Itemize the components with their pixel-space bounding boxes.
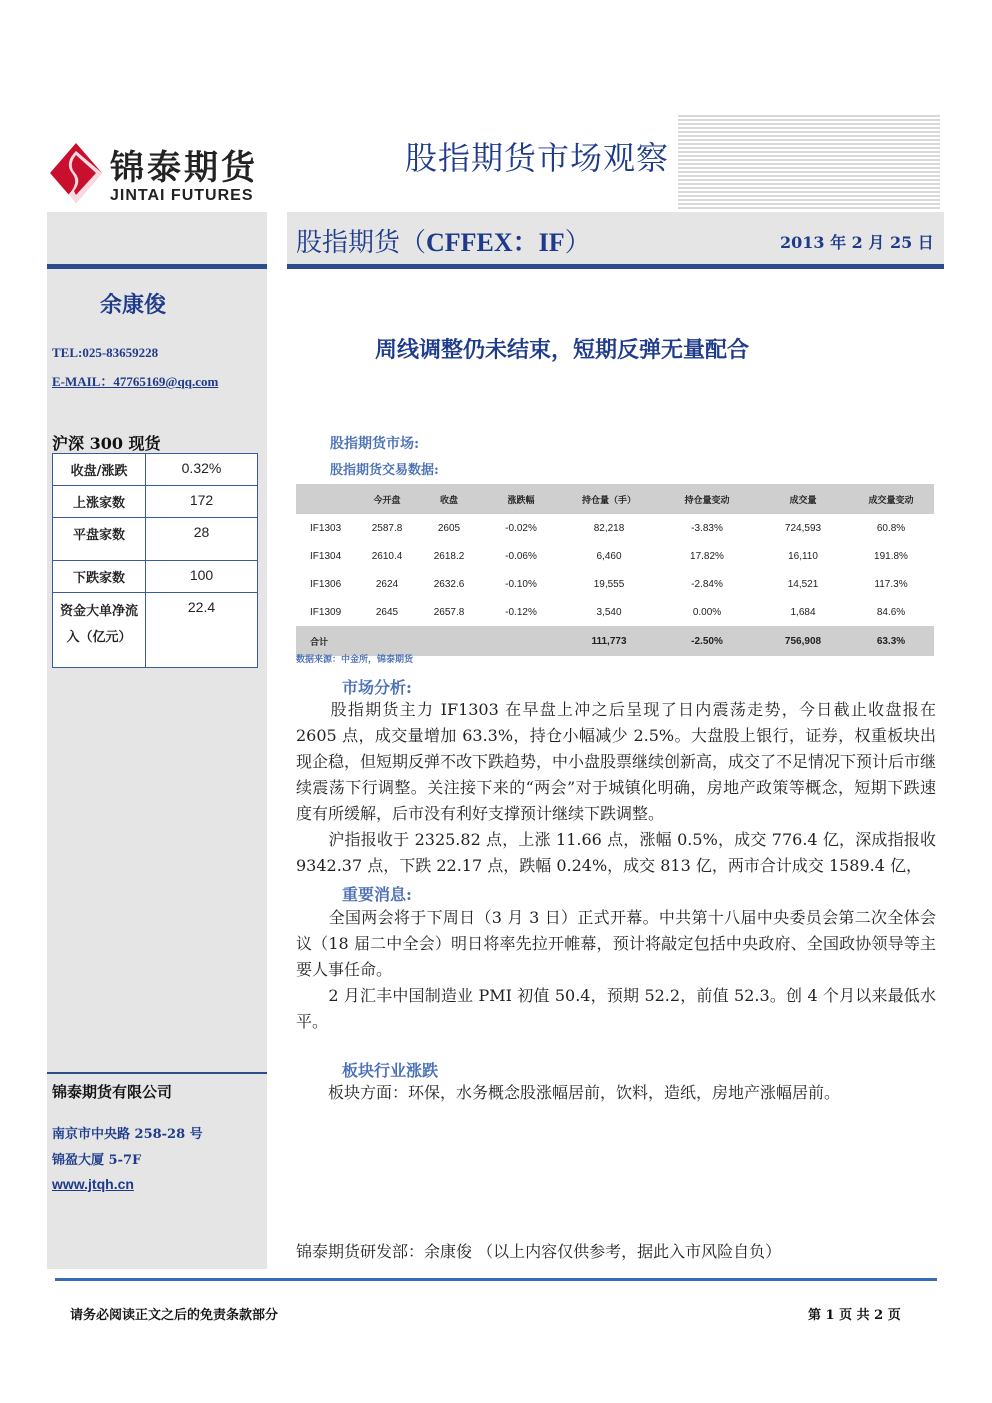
header-stripes [678, 115, 940, 210]
footer-divider [55, 1278, 937, 1281]
band-title-code: CFFEX：IF [426, 228, 565, 257]
table-cell: IF1309 [310, 606, 342, 618]
sidebar-divider [47, 264, 267, 269]
stat-value: 28 [146, 518, 258, 561]
table-cell: 2587.8 [371, 522, 403, 534]
company-website-link[interactable]: www.jtqh.cn [52, 1176, 134, 1192]
stat-label: 收盘/涨跌 [53, 454, 146, 486]
table-cell: IF1306 [310, 578, 342, 590]
stat-value: 172 [146, 486, 258, 518]
section-title-trade: 股指期货交易数据: [330, 463, 439, 478]
table-cell: 2645 [375, 606, 399, 618]
index-title: 沪深 300 现货 [52, 434, 161, 453]
column-header: 今开盘 [356, 484, 418, 514]
stat-label: 平盘家数 [53, 518, 146, 561]
column-header: 成交量 [758, 484, 848, 514]
table-cell: 2610.4 [371, 550, 403, 562]
table-cell: 17.82% [690, 550, 724, 562]
band-title [296, 222, 591, 259]
table-cell: 16,110 [788, 550, 818, 562]
report-date: 2013 年 2 月 25 日 [780, 233, 934, 252]
company-building: 锦盈大厦 5-7F [52, 1153, 142, 1168]
table-row [53, 486, 258, 518]
table-cell: -0.02% [505, 522, 537, 534]
table-cell: 2605 [437, 522, 461, 534]
column-header: 涨跌幅 [480, 484, 562, 514]
table-row [296, 514, 934, 542]
section-title-news: 重要消息: [342, 885, 412, 904]
stat-value: 22.4 [146, 593, 258, 668]
table-row [296, 542, 934, 570]
footer-disclaimer: 请务必阅读正文之后的免责条款部分 [70, 1308, 279, 1323]
company-name: 锦泰期货有限公司 [52, 1083, 173, 1101]
analysis-paragraph: 沪指报收于 2325.82 点，上涨 11.66 点，涨幅 0.5%，成交 776.4 亿，深成指报收 9342.37 点，下跌 22.17 点，跌幅 0.24%，成交 813 亿，两市合计成交 1589.4 亿， [296, 830, 936, 875]
table-row [53, 561, 258, 593]
table-row [296, 570, 934, 598]
analyst-tel: TEL:025-83659228 [52, 345, 159, 360]
analyst-name: 余康俊 [100, 292, 167, 318]
brand-name-en: JINTAI FUTURES [110, 187, 254, 204]
stat-label: 资金大单净流入（亿元） [53, 593, 146, 668]
column-header [296, 484, 356, 514]
analyst-email-link[interactable]: E-MAIL：47765169@qq.com [52, 374, 219, 389]
news-paragraph: 全国两会将于下周日（3 月 3 日）正式开幕。中共第十八届中央委员会第二次全体会议（18 届二中全会）明日将率先拉开帷幕，预计将敲定包括中央政府、全国政协领导等主要人事任命。 [296, 908, 936, 979]
table-cell: 2657.8 [433, 606, 465, 618]
band-title-cn: 股指期货（ [296, 228, 427, 258]
signoff: 锦泰期货研发部：余康俊 （以上内容仅供参考，据此入市风险自负） [296, 1242, 782, 1261]
headline: 周线调整仍未结束，短期反弹无量配合 [375, 337, 750, 363]
table-cell: -2.84% [691, 578, 723, 590]
band-title-end: ） [564, 228, 591, 258]
table-row [53, 593, 258, 668]
table-cell: 0.00% [692, 606, 722, 618]
table-header-row [296, 484, 934, 514]
table-row [296, 598, 934, 626]
section-title-analysis: 市场分析: [342, 678, 412, 697]
stat-value: 0.32% [146, 454, 258, 486]
title-band-divider [287, 264, 944, 269]
analysis-paragraph: 股指期货主力 IF1303 在早盘上冲之后呈现了日内震荡走势，今日截止收盘报在 2605 点，成交量增加 63.3%，持仓小幅减少 2.5%。大盘股上银行，证券，权重板块出现企稳，但短期反弹不改下跌趋势，中小盘股票继续创新高，成交了不足情况下预计后市继续震荡下行调整。关注接下来的“两会”对于城镇化明确，房地产政策等概念，短期下跌速度有所缓解，后市没有利好支撑预计继续下跌调整。 [296, 700, 937, 823]
table-cell: 19,555 [593, 578, 625, 590]
table-cell: 2618.2 [433, 550, 465, 562]
table-cell [418, 626, 480, 656]
report-title: 股指期货市场观察 [405, 139, 670, 177]
table-cell: IF1303 [310, 522, 342, 534]
table-cell: 63.3% [848, 626, 934, 656]
table-cell: -2.50% [656, 626, 758, 656]
section-title-market: 股指期货市场: [330, 436, 420, 452]
table-cell [480, 626, 562, 656]
brand-logo-icon [50, 143, 102, 203]
table-cell: 14,521 [787, 578, 819, 590]
column-header: 持仓量变动 [656, 484, 758, 514]
page-number: 第 1 页 共 2 页 [808, 1308, 901, 1323]
table-cell: 111,773 [562, 626, 656, 656]
stat-label: 下跌家数 [53, 561, 146, 593]
index-stats-table [52, 453, 258, 668]
column-header: 收盘 [418, 484, 480, 514]
table-cell: IF1304 [310, 550, 342, 562]
trade-data-table [296, 484, 934, 656]
table-cell: 191.8% [874, 550, 908, 562]
company-address: 南京市中央路 258-28 号 [52, 1127, 203, 1142]
sidebar-divider [47, 1072, 267, 1074]
stat-label: 上涨家数 [53, 486, 146, 518]
table-row [53, 454, 258, 486]
table-row [53, 518, 258, 561]
data-source: 数据来源：中金所，锦泰期货 [296, 655, 414, 665]
table-cell: 724,593 [784, 522, 822, 534]
table-cell: 117.3% [874, 578, 908, 590]
sector-paragraph: 板块方面：环保，水务概念股涨幅居前，饮料，造纸，房地产涨幅居前。 [296, 1083, 841, 1102]
table-cell: -0.10% [505, 578, 537, 590]
table-cell: 60.8% [876, 522, 906, 534]
table-cell: -0.12% [505, 606, 537, 618]
table-cell: 2632.6 [433, 578, 465, 590]
table-cell: 合计 [296, 626, 356, 656]
section-title-sector: 板块行业涨跌 [342, 1061, 439, 1080]
table-cell: 2624 [375, 578, 399, 590]
table-cell: 82,218 [593, 522, 625, 534]
table-cell: 1,684 [790, 606, 816, 618]
table-cell: -0.06% [505, 550, 537, 562]
column-header: 持仓量（手） [562, 484, 656, 514]
stat-value: 100 [146, 561, 258, 593]
table-cell: 756,908 [758, 626, 848, 656]
news-paragraph: 2 月汇丰中国制造业 PMI 初值 50.4，预期 52.2，前值 52.3。创 4 个月以来最低水平。 [296, 986, 936, 1031]
table-cell: -3.83% [691, 522, 723, 534]
column-header: 成交量变动 [848, 484, 934, 514]
table-cell: 3,540 [596, 606, 622, 618]
table-cell: 84.6% [876, 606, 906, 618]
brand-name-cn: 锦泰期货 [110, 148, 258, 188]
table-cell: 6,460 [596, 550, 622, 562]
